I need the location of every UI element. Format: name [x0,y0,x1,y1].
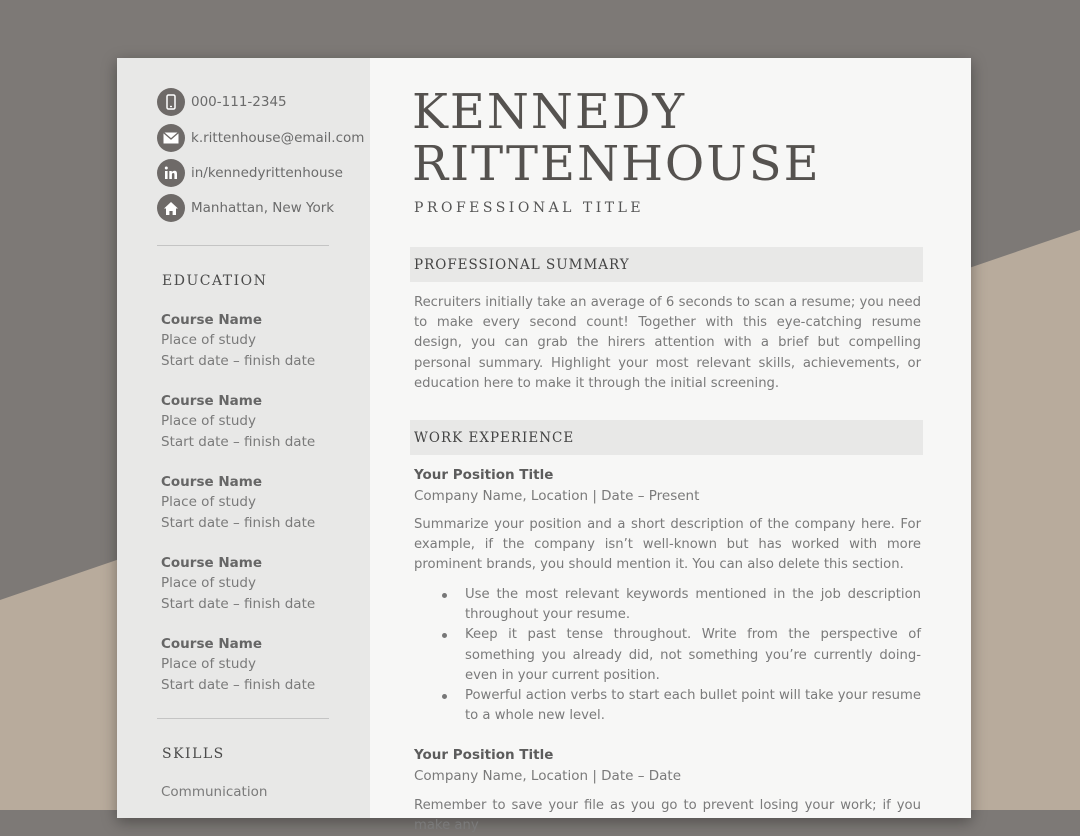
study-dates: Start date – finish date [161,433,316,450]
contact-phone [157,88,287,116]
last-name: RITTENHOUSE [412,136,821,192]
education-item [161,634,315,695]
bullet-item: Powerful action verbs to start each bullet point will take your resume to a whole new level. [438,686,921,726]
place-of-study: Place of study [161,494,256,511]
job-meta: Company Name, Location | Date – Present [414,488,700,504]
email-text: k.rittenhouse@email.com [191,130,365,146]
study-dates: Start date – finish date [161,676,316,693]
job-title: Your Position Title [414,747,554,763]
job-bullets [438,585,921,726]
study-dates: Start date – finish date [161,514,316,531]
education-item [161,553,315,614]
bullet-item: Use the most relevant keywords mentioned in the job description throughout your resume. [438,585,921,625]
skills-heading: SKILLS [162,746,225,762]
job-title: Your Position Title [414,467,554,483]
summary-section-header [410,247,923,282]
education-item [161,391,315,452]
resume-page [117,58,971,834]
sidebar [117,58,370,818]
bullet-item: Keep it past tense throughout. Write from the perspective of something you already did, not something you’re currently doing-even in your current position. [438,625,921,686]
mail-icon [157,124,185,152]
course-name: Course Name [161,555,262,571]
linkedin-text: in/kennedyrittenhouse [191,165,343,181]
place-of-study: Place of study [161,575,256,592]
experience-heading: WORK EXPERIENCE [414,429,575,446]
education-item [161,310,315,371]
summary-heading: PROFESSIONAL SUMMARY [414,256,630,273]
course-name: Course Name [161,474,262,490]
professional-title: PROFESSIONAL TITLE [414,200,645,216]
place-of-study: Place of study [161,332,256,349]
contact-email [157,124,364,152]
course-name: Course Name [161,312,262,328]
experience-section-header [410,420,923,455]
summary-text: Recruiters initially take an average of 6 seconds to scan a resume; you need to make every second count! Together with this eye-catching resume design, you can grab the hirers attention with a brief but compelling personal summary. Highlight your most relevant skills, achievements, or education here to make it through the initial screening. [414,295,921,391]
job-meta: Company Name, Location | Date – Date [414,768,682,784]
education-heading: EDUCATION [162,273,268,289]
job-description: Summarize your position and a short description of the company here. For example, if the company isn’t well-known but has worked with more prominent brands, you should mention it. You can also delete this section. [414,517,921,573]
location-text: Manhattan, New York [191,200,335,216]
place-of-study: Place of study [161,413,256,430]
home-icon [157,194,185,222]
contact-linkedin [157,159,343,187]
study-dates: Start date – finish date [161,352,316,369]
place-of-study: Place of study [161,656,256,673]
phone-icon [157,88,185,116]
phone-text: 000-111-2345 [191,94,287,110]
sidebar-divider [157,245,329,246]
sidebar-divider [157,718,329,719]
study-dates: Start date – finish date [161,595,316,612]
contact-location [157,194,334,222]
course-name: Course Name [161,393,262,409]
job-description: Remember to save your file as you go to prevent losing your work; if you make any [414,798,921,834]
course-name: Course Name [161,636,262,652]
linkedin-icon [157,159,185,187]
first-name: KENNEDY [412,84,687,140]
education-item [161,472,315,533]
skill-item: Communication [161,784,268,800]
